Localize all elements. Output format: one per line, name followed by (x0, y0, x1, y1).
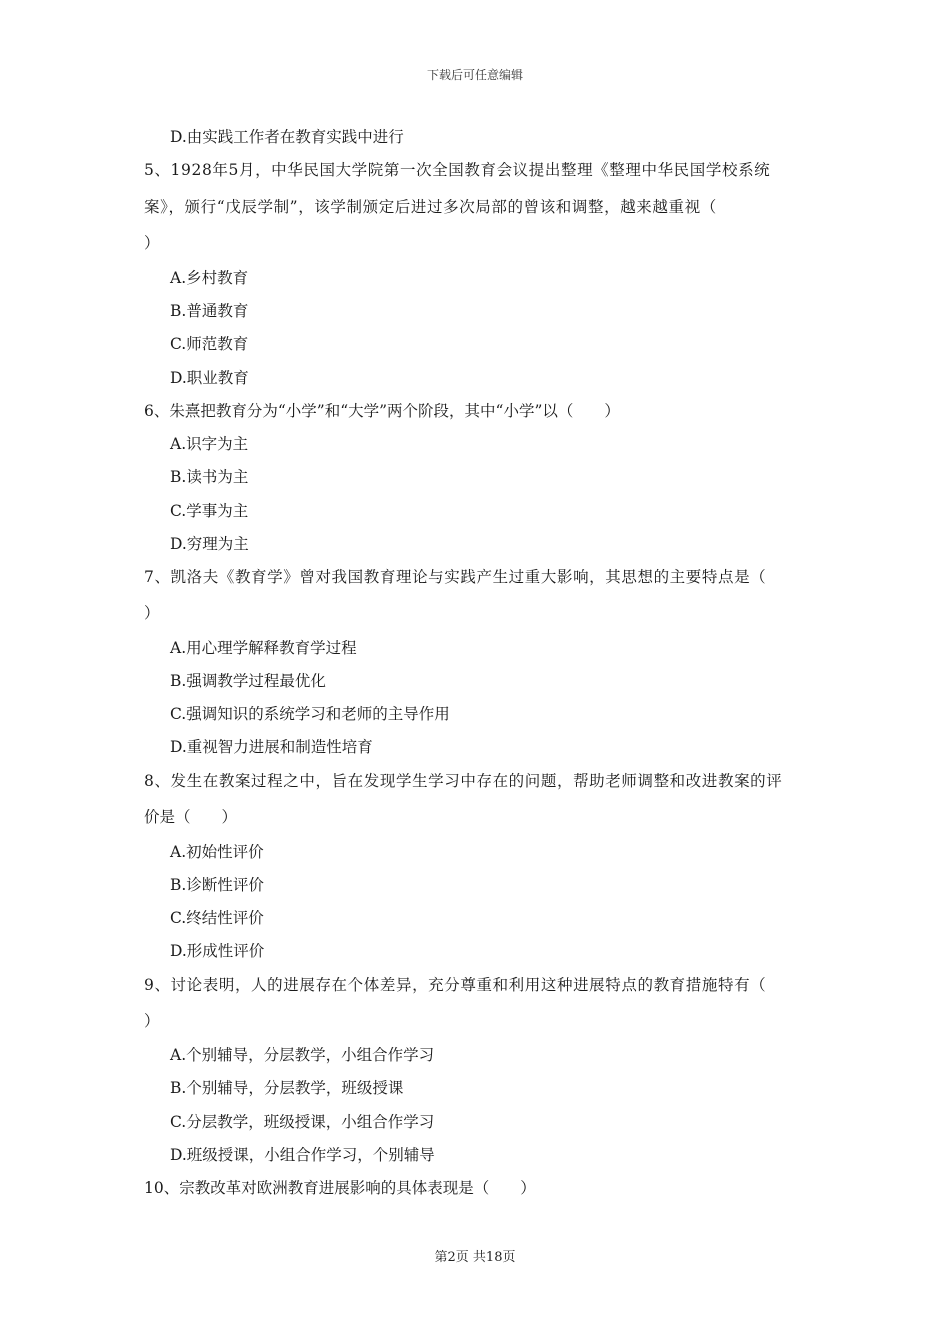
option-line: B.读书为主 (170, 468, 249, 486)
option-line: D.由实践工作者在教育实践中进行 (170, 128, 404, 146)
option-line: B.普通教育 (170, 302, 249, 320)
option-line: B.诊断性评价 (170, 876, 264, 894)
question-line: ） (144, 604, 160, 622)
option-line: A.个别辅导，分层教学，小组合作学习 (170, 1046, 435, 1064)
question-line: 5、1928年5月，中华民国大学院第一次全国教育会议提出整理《整理中华民国学校系统 (144, 161, 771, 179)
page-number: 第2页 共18页 (434, 1250, 516, 1265)
option-line: C.分层教学，班级授课，小组合作学习 (170, 1113, 435, 1131)
option-line: D.形成性评价 (170, 942, 265, 960)
option-line: A.识字为主 (170, 435, 249, 453)
question-line: 9、讨论表明，人的进展存在个体差异，充分尊重和利用这种进展特点的教育措施特有（ (144, 976, 767, 994)
option-line: C.师范教育 (170, 335, 249, 353)
option-line: C.终结性评价 (170, 909, 264, 927)
option-line: B.个别辅导，分层教学，班级授课 (170, 1079, 404, 1097)
option-line: D.职业教育 (170, 369, 249, 387)
question-line: 案》，颁行“戊辰学制”，该学制颁定后进过多次局部的曾该和调整，越来越重视（ (144, 198, 717, 216)
option-line: A.乡村教育 (170, 269, 249, 287)
option-line: B.强调教学过程最优化 (170, 672, 326, 690)
page-header: 下载后可任意编辑 (426, 68, 523, 82)
option-line: C.学事为主 (170, 502, 249, 520)
question-line: 7、凯洛夫《教育学》曾对我国教育理论与实践产生过重大影响，其思想的主要特点是（ (144, 568, 767, 586)
option-line: A.初始性评价 (170, 843, 264, 861)
question-line: 10、宗教改革对欧洲教育进展影响的具体表现是（ ） (144, 1179, 536, 1197)
question-line: 8、发生在教案过程之中，旨在发现学生学习中存在的问题，帮助老师调整和改进教案的评 (144, 772, 783, 790)
option-line: D.重视智力进展和制造性培育 (170, 738, 373, 756)
question-line: 价是（ ） (144, 808, 238, 826)
option-line: D.穷理为主 (170, 535, 249, 553)
question-line: 6、朱熹把教育分为“小学”和“大学”两个阶段，其中“小学”以（ ） (144, 402, 620, 420)
option-line: A.用心理学解释教育学过程 (170, 639, 357, 657)
question-line: ） (144, 1012, 160, 1030)
option-line: D.班级授课，小组合作学习，个别辅导 (170, 1146, 435, 1164)
question-line: ） (144, 234, 160, 252)
option-line: C.强调知识的系统学习和老师的主导作用 (170, 705, 450, 723)
